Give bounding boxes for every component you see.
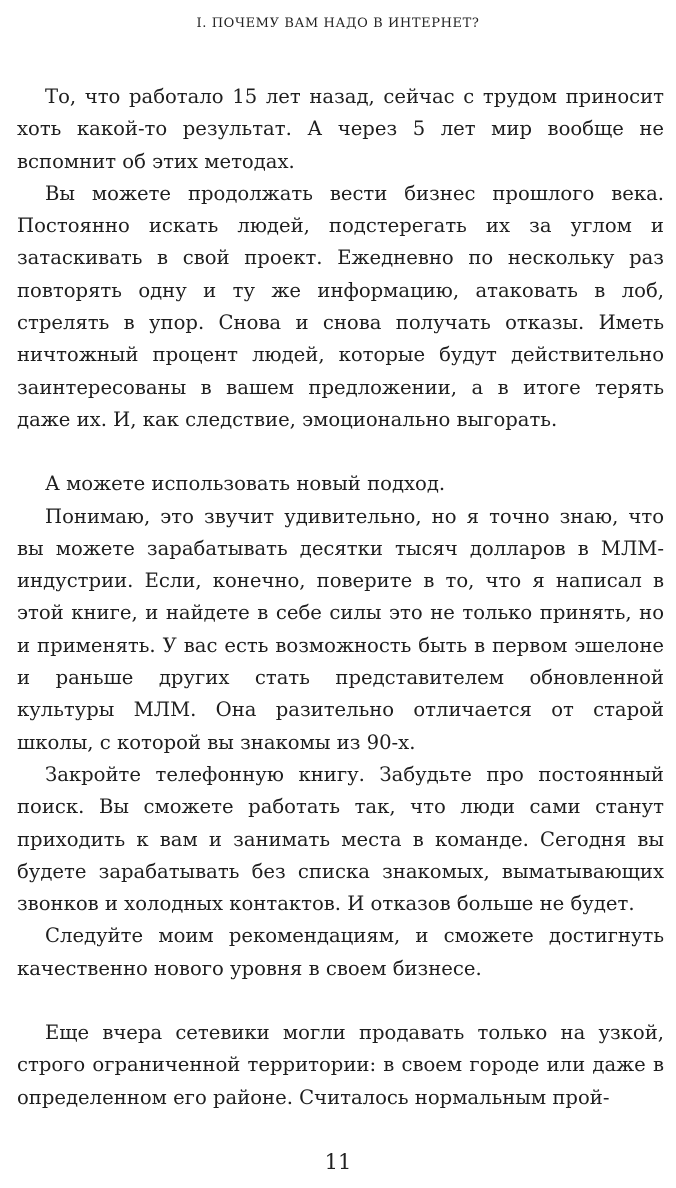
paragraph: Следуйте моим рекомендациям, и сможете достигнуть качественно нового уровня в своем бизнесе. (17, 924, 664, 980)
paragraph: Еще вчера сетевики могли продавать только на узкой, строго ограниченной территории: в своем городе или даже в определенном его районе. Считалось нормальным прой- (17, 1021, 664, 1109)
paragraph: То, что работало 15 лет назад, сейчас с трудом приносит хоть какой-то результат. А через 5 лет мир вообще не вспомнит об этих методах. (17, 85, 664, 173)
section-break (17, 985, 664, 1017)
section-break (17, 436, 664, 468)
paragraph: Вы можете продолжать вести бизнес прошлого века. Постоянно искать людей, подстерегать их за углом и затаскивать в свой проект. Ежедневно по нескольку раз повторять одну и ту же информацию, атаковать в лоб, стрелять в упор. Снова и снова получать отказы. Иметь ничтожный процент людей, которые будут действительно заинтересованы в вашем предложении, а в итоге терять даже их. И, как следствие, эмоционально выгорать. (17, 181, 664, 431)
page-number: 11 (324, 1150, 352, 1174)
page-body (17, 81, 664, 1114)
paragraph: Закройте телефонную книгу. Забудьте про постоянный поиск. Вы сможете работать так, что люди сами станут приходить к вам и занимать места в команде. Сегодня вы будете зарабатывать без списка знакомых, выматывающих звонков и холодных контактов. И отказов больше не будет. (17, 762, 664, 916)
paragraph: А можете использовать новый подход. (45, 472, 446, 496)
running-head: I. ПОЧЕМУ ВАМ НАДО В ИНТЕРНЕТ? (196, 16, 480, 31)
paragraph: Понимаю, это звучит удивительно, но я точно знаю, что вы можете зарабатывать десятки тысяч долларов в МЛМ-индустрии. Если, конечно, поверите в то, что я написал в этой книге, и найдете в себе силы это не только принять, но и применять. У вас есть возможность быть в первом эшелоне и раньше других стать представителем обновленной культуры МЛМ. Она разительно отличается от старой школы, с которой вы знакомы из 90-х. (17, 504, 664, 754)
